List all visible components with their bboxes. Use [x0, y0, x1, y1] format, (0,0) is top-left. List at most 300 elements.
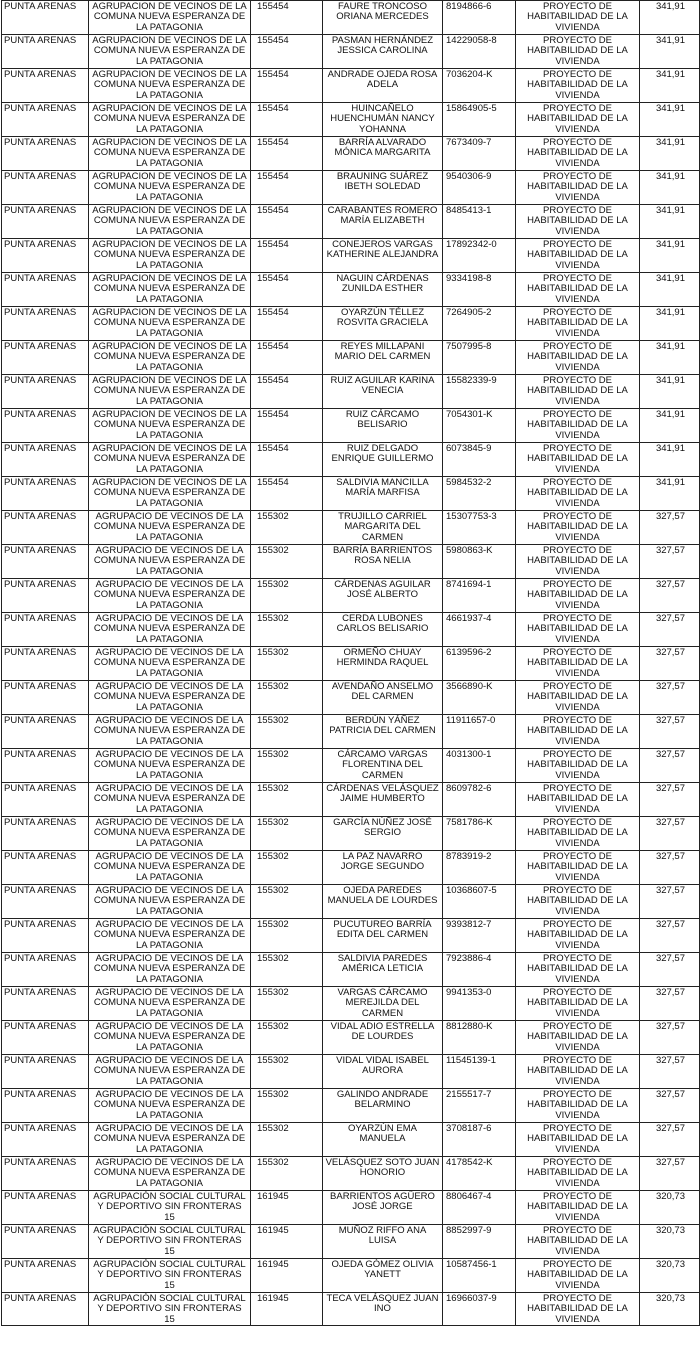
- amount-cell: 327,57: [640, 1055, 700, 1089]
- commune-cell: PUNTA ARENAS: [2, 919, 89, 953]
- code-cell: 155454: [251, 375, 323, 409]
- rut-cell: 15864905-5: [443, 103, 516, 137]
- commune-cell: PUNTA ARENAS: [2, 69, 89, 103]
- beneficiary-name-cell: MUÑOZ RIFFO ANA LUISA: [323, 1225, 443, 1259]
- amount-cell: 341,91: [640, 477, 700, 511]
- organization-cell: AGRUPACIO DE VECINOS DE LA COMUNA NUEVA ESPERANZA DE LA PATAGONIA: [89, 749, 251, 783]
- project-cell: PROYECTO DE HABITABILIDAD DE LA VIVIENDA: [516, 1259, 640, 1293]
- amount-cell: 341,91: [640, 375, 700, 409]
- commune-cell: PUNTA ARENAS: [2, 715, 89, 749]
- organization-cell: AGRUPACIO DE VECINOS DE LA COMUNA NUEVA ESPERANZA DE LA PATAGONIA: [89, 579, 251, 613]
- project-cell: PROYECTO DE HABITABILIDAD DE LA VIVIENDA: [516, 307, 640, 341]
- table-row: [2, 1293, 700, 1326]
- commune-cell: PUNTA ARENAS: [2, 239, 89, 273]
- organization-cell: AGRUPACION DE VECINOS DE LA COMUNA NUEVA ESPERANZA DE LA PATAGONIA: [89, 171, 251, 205]
- beneficiary-name-cell: ORMEÑO CHUAY HERMINDA RAQUEL: [323, 647, 443, 681]
- table-row: [2, 715, 700, 749]
- rut-cell: 8485413-1: [443, 205, 516, 239]
- amount-cell: 320,73: [640, 1191, 700, 1225]
- rut-cell: 8783919-2: [443, 851, 516, 885]
- beneficiary-name-cell: LA PAZ NAVARRO JORGE SEGUNDO: [323, 851, 443, 885]
- table-row: [2, 103, 700, 137]
- table-row: [2, 375, 700, 409]
- rut-cell: 8194866-6: [443, 1, 516, 35]
- commune-cell: PUNTA ARENAS: [2, 511, 89, 545]
- commune-cell: PUNTA ARENAS: [2, 341, 89, 375]
- organization-cell: AGRUPACION DE VECINOS DE LA COMUNA NUEVA ESPERANZA DE LA PATAGONIA: [89, 443, 251, 477]
- code-cell: 155454: [251, 69, 323, 103]
- project-cell: PROYECTO DE HABITABILIDAD DE LA VIVIENDA: [516, 749, 640, 783]
- code-cell: 155302: [251, 919, 323, 953]
- table-row: [2, 817, 700, 851]
- rut-cell: 7054301-K: [443, 409, 516, 443]
- project-cell: PROYECTO DE HABITABILIDAD DE LA VIVIENDA: [516, 1, 640, 35]
- project-cell: PROYECTO DE HABITABILIDAD DE LA VIVIENDA: [516, 1055, 640, 1089]
- rut-cell: 5984532-2: [443, 477, 516, 511]
- commune-cell: PUNTA ARENAS: [2, 307, 89, 341]
- beneficiary-name-cell: RUIZ CÁRCAMO BELISARIO: [323, 409, 443, 443]
- rut-cell: 6139596-2: [443, 647, 516, 681]
- commune-cell: PUNTA ARENAS: [2, 35, 89, 69]
- rut-cell: 7581786-K: [443, 817, 516, 851]
- beneficiary-name-cell: SALDIVIA PAREDES AMÉRICA LETICIA: [323, 953, 443, 987]
- amount-cell: 341,91: [640, 443, 700, 477]
- organization-cell: AGRUPACION DE VECINOS DE LA COMUNA NUEVA ESPERANZA DE LA PATAGONIA: [89, 205, 251, 239]
- rut-cell: 11911657-0: [443, 715, 516, 749]
- organization-cell: AGRUPACIO DE VECINOS DE LA COMUNA NUEVA ESPERANZA DE LA PATAGONIA: [89, 1123, 251, 1157]
- rut-cell: 9941353-0: [443, 987, 516, 1021]
- organization-cell: AGRUPACION DE VECINOS DE LA COMUNA NUEVA ESPERANZA DE LA PATAGONIA: [89, 375, 251, 409]
- rut-cell: 10587456-1: [443, 1259, 516, 1293]
- commune-cell: PUNTA ARENAS: [2, 1293, 89, 1326]
- commune-cell: PUNTA ARENAS: [2, 545, 89, 579]
- code-cell: 155454: [251, 477, 323, 511]
- organization-cell: AGRUPACION DE VECINOS DE LA COMUNA NUEVA ESPERANZA DE LA PATAGONIA: [89, 1, 251, 35]
- project-cell: PROYECTO DE HABITABILIDAD DE LA VIVIENDA: [516, 1123, 640, 1157]
- code-cell: 155302: [251, 647, 323, 681]
- organization-cell: AGRUPACIO DE VECINOS DE LA COMUNA NUEVA ESPERANZA DE LA PATAGONIA: [89, 681, 251, 715]
- code-cell: 155454: [251, 205, 323, 239]
- rut-cell: 4661937-4: [443, 613, 516, 647]
- commune-cell: PUNTA ARENAS: [2, 1157, 89, 1191]
- amount-cell: 320,73: [640, 1225, 700, 1259]
- amount-cell: 327,57: [640, 1021, 700, 1055]
- project-cell: PROYECTO DE HABITABILIDAD DE LA VIVIENDA: [516, 1293, 640, 1326]
- table-row: [2, 239, 700, 273]
- organization-cell: AGRUPACIO DE VECINOS DE LA COMUNA NUEVA ESPERANZA DE LA PATAGONIA: [89, 647, 251, 681]
- table-row: [2, 1157, 700, 1191]
- rut-cell: 7673409-7: [443, 137, 516, 171]
- rut-cell: 3708187-6: [443, 1123, 516, 1157]
- commune-cell: PUNTA ARENAS: [2, 1089, 89, 1123]
- amount-cell: 327,57: [640, 715, 700, 749]
- beneficiary-name-cell: TECA VELÁSQUEZ JUAN INO: [323, 1293, 443, 1326]
- beneficiary-name-cell: VIDAL VIDAL ISABEL AURORA: [323, 1055, 443, 1089]
- project-cell: PROYECTO DE HABITABILIDAD DE LA VIVIENDA: [516, 239, 640, 273]
- code-cell: 155302: [251, 851, 323, 885]
- rut-cell: 7036204-K: [443, 69, 516, 103]
- beneficiary-name-cell: PUCUTUREO BARRÍA EDITA DEL CARMEN: [323, 919, 443, 953]
- project-cell: PROYECTO DE HABITABILIDAD DE LA VIVIENDA: [516, 817, 640, 851]
- project-cell: PROYECTO DE HABITABILIDAD DE LA VIVIENDA: [516, 477, 640, 511]
- commune-cell: PUNTA ARENAS: [2, 409, 89, 443]
- amount-cell: 327,57: [640, 919, 700, 953]
- beneficiary-name-cell: BRAUNING SUÁREZ IBETH SOLEDAD: [323, 171, 443, 205]
- organization-cell: AGRUPACIO DE VECINOS DE LA COMUNA NUEVA ESPERANZA DE LA PATAGONIA: [89, 545, 251, 579]
- project-cell: PROYECTO DE HABITABILIDAD DE LA VIVIENDA: [516, 511, 640, 545]
- project-cell: PROYECTO DE HABITABILIDAD DE LA VIVIENDA: [516, 885, 640, 919]
- beneficiary-name-cell: SALDIVIA MANCILLA MARÍA MARFISA: [323, 477, 443, 511]
- rut-cell: 9540306-9: [443, 171, 516, 205]
- rut-cell: 6073845-9: [443, 443, 516, 477]
- project-cell: PROYECTO DE HABITABILIDAD DE LA VIVIENDA: [516, 919, 640, 953]
- amount-cell: 341,91: [640, 137, 700, 171]
- project-cell: PROYECTO DE HABITABILIDAD DE LA VIVIENDA: [516, 103, 640, 137]
- code-cell: 155454: [251, 239, 323, 273]
- table-row: [2, 885, 700, 919]
- rut-cell: 3566890-K: [443, 681, 516, 715]
- amount-cell: 341,91: [640, 1, 700, 35]
- project-cell: PROYECTO DE HABITABILIDAD DE LA VIVIENDA: [516, 409, 640, 443]
- commune-cell: PUNTA ARENAS: [2, 1225, 89, 1259]
- table-row: [2, 647, 700, 681]
- project-cell: PROYECTO DE HABITABILIDAD DE LA VIVIENDA: [516, 341, 640, 375]
- organization-cell: AGRUPACIÓN SOCIAL CULTURAL Y DEPORTIVO SIN FRONTERAS 15: [89, 1225, 251, 1259]
- rut-cell: 8812880-K: [443, 1021, 516, 1055]
- beneficiary-name-cell: CERDA LUBONES CARLOS BELISARIO: [323, 613, 443, 647]
- beneficiary-name-cell: RUIZ DELGADO ENRIQUE GUILLERMO: [323, 443, 443, 477]
- code-cell: 161945: [251, 1225, 323, 1259]
- organization-cell: AGRUPACIO DE VECINOS DE LA COMUNA NUEVA ESPERANZA DE LA PATAGONIA: [89, 783, 251, 817]
- beneficiary-name-cell: OYARZÚN TÉLLEZ ROSVITA GRACIELA: [323, 307, 443, 341]
- project-cell: PROYECTO DE HABITABILIDAD DE LA VIVIENDA: [516, 1021, 640, 1055]
- project-cell: PROYECTO DE HABITABILIDAD DE LA VIVIENDA: [516, 1157, 640, 1191]
- table-row: [2, 613, 700, 647]
- commune-cell: PUNTA ARENAS: [2, 1, 89, 35]
- amount-cell: 320,73: [640, 1259, 700, 1293]
- beneficiary-name-cell: PASMAN HERNÁNDEZ JESSICA CAROLINA: [323, 35, 443, 69]
- organization-cell: AGRUPACIO DE VECINOS DE LA COMUNA NUEVA ESPERANZA DE LA PATAGONIA: [89, 715, 251, 749]
- table-row: [2, 443, 700, 477]
- code-cell: 155302: [251, 545, 323, 579]
- rut-cell: 2155517-7: [443, 1089, 516, 1123]
- code-cell: 155302: [251, 987, 323, 1021]
- amount-cell: 341,91: [640, 69, 700, 103]
- amount-cell: 327,57: [640, 885, 700, 919]
- amount-cell: 320,73: [640, 1293, 700, 1326]
- table-row: [2, 511, 700, 545]
- rut-cell: 11545139-1: [443, 1055, 516, 1089]
- organization-cell: AGRUPACIO DE VECINOS DE LA COMUNA NUEVA ESPERANZA DE LA PATAGONIA: [89, 613, 251, 647]
- table-row: [2, 1225, 700, 1259]
- beneficiary-name-cell: VELÁSQUEZ SOTO JUAN HONORIO: [323, 1157, 443, 1191]
- table-row: [2, 1123, 700, 1157]
- beneficiary-name-cell: NAGUIN CÁRDENAS ZUNILDA ESTHER: [323, 273, 443, 307]
- organization-cell: AGRUPACION DE VECINOS DE LA COMUNA NUEVA ESPERANZA DE LA PATAGONIA: [89, 341, 251, 375]
- commune-cell: PUNTA ARENAS: [2, 749, 89, 783]
- code-cell: 155302: [251, 715, 323, 749]
- code-cell: 155454: [251, 307, 323, 341]
- table-row: [2, 1259, 700, 1293]
- organization-cell: AGRUPACIO DE VECINOS DE LA COMUNA NUEVA ESPERANZA DE LA PATAGONIA: [89, 919, 251, 953]
- code-cell: 155302: [251, 817, 323, 851]
- amount-cell: 327,57: [640, 511, 700, 545]
- beneficiary-name-cell: CARABANTES ROMERO MARÍA ELIZABETH: [323, 205, 443, 239]
- commune-cell: PUNTA ARENAS: [2, 103, 89, 137]
- rut-cell: 8852997-9: [443, 1225, 516, 1259]
- beneficiary-name-cell: OJEDA PAREDES MANUELA DE LOURDES: [323, 885, 443, 919]
- code-cell: 161945: [251, 1293, 323, 1326]
- organization-cell: AGRUPACIO DE VECINOS DE LA COMUNA NUEVA ESPERANZA DE LA PATAGONIA: [89, 1055, 251, 1089]
- rut-cell: 4031300-1: [443, 749, 516, 783]
- beneficiary-name-cell: GARCÍA NÚÑEZ JOSÉ SERGIO: [323, 817, 443, 851]
- commune-cell: PUNTA ARENAS: [2, 953, 89, 987]
- rut-cell: 4178542-K: [443, 1157, 516, 1191]
- code-cell: 155454: [251, 443, 323, 477]
- code-cell: 155302: [251, 1021, 323, 1055]
- commune-cell: PUNTA ARENAS: [2, 477, 89, 511]
- table-row: [2, 1089, 700, 1123]
- commune-cell: PUNTA ARENAS: [2, 1021, 89, 1055]
- amount-cell: 341,91: [640, 239, 700, 273]
- commune-cell: PUNTA ARENAS: [2, 613, 89, 647]
- amount-cell: 327,57: [640, 613, 700, 647]
- amount-cell: 327,57: [640, 749, 700, 783]
- table-row: [2, 137, 700, 171]
- table-row: [2, 783, 700, 817]
- organization-cell: AGRUPACIO DE VECINOS DE LA COMUNA NUEVA ESPERANZA DE LA PATAGONIA: [89, 987, 251, 1021]
- rut-cell: 15307753-3: [443, 511, 516, 545]
- table-row: [2, 1021, 700, 1055]
- code-cell: 155454: [251, 341, 323, 375]
- rut-cell: 7264905-2: [443, 307, 516, 341]
- commune-cell: PUNTA ARENAS: [2, 137, 89, 171]
- commune-cell: PUNTA ARENAS: [2, 375, 89, 409]
- code-cell: 161945: [251, 1191, 323, 1225]
- code-cell: 155454: [251, 273, 323, 307]
- table-row: [2, 749, 700, 783]
- commune-cell: PUNTA ARENAS: [2, 171, 89, 205]
- code-cell: 161945: [251, 1259, 323, 1293]
- organization-cell: AGRUPACIO DE VECINOS DE LA COMUNA NUEVA ESPERANZA DE LA PATAGONIA: [89, 1157, 251, 1191]
- rut-cell: 7923886-4: [443, 953, 516, 987]
- code-cell: 155302: [251, 1123, 323, 1157]
- organization-cell: AGRUPACIO DE VECINOS DE LA COMUNA NUEVA ESPERANZA DE LA PATAGONIA: [89, 953, 251, 987]
- beneficiary-name-cell: ANDRADE OJEDA ROSA ADELA: [323, 69, 443, 103]
- table-row: [2, 851, 700, 885]
- project-cell: PROYECTO DE HABITABILIDAD DE LA VIVIENDA: [516, 375, 640, 409]
- commune-cell: PUNTA ARENAS: [2, 205, 89, 239]
- commune-cell: PUNTA ARENAS: [2, 817, 89, 851]
- project-cell: PROYECTO DE HABITABILIDAD DE LA VIVIENDA: [516, 273, 640, 307]
- rut-cell: 5980863-K: [443, 545, 516, 579]
- project-cell: PROYECTO DE HABITABILIDAD DE LA VIVIENDA: [516, 715, 640, 749]
- organization-cell: AGRUPACION DE VECINOS DE LA COMUNA NUEVA ESPERANZA DE LA PATAGONIA: [89, 477, 251, 511]
- table-row: [2, 273, 700, 307]
- beneficiary-name-cell: REYES MILLAPANI MARIO DEL CARMEN: [323, 341, 443, 375]
- commune-cell: PUNTA ARENAS: [2, 579, 89, 613]
- code-cell: 155302: [251, 885, 323, 919]
- organization-cell: AGRUPACIO DE VECINOS DE LA COMUNA NUEVA ESPERANZA DE LA PATAGONIA: [89, 511, 251, 545]
- organization-cell: AGRUPACIÓN SOCIAL CULTURAL Y DEPORTIVO SIN FRONTERAS 15: [89, 1293, 251, 1326]
- beneficiary-name-cell: BARRIENTOS AGÜERO JOSÉ JORGE: [323, 1191, 443, 1225]
- organization-cell: AGRUPACIO DE VECINOS DE LA COMUNA NUEVA ESPERANZA DE LA PATAGONIA: [89, 1021, 251, 1055]
- organization-cell: AGRUPACION DE VECINOS DE LA COMUNA NUEVA ESPERANZA DE LA PATAGONIA: [89, 307, 251, 341]
- amount-cell: 327,57: [640, 647, 700, 681]
- organization-cell: AGRUPACIO DE VECINOS DE LA COMUNA NUEVA ESPERANZA DE LA PATAGONIA: [89, 817, 251, 851]
- organization-cell: AGRUPACION DE VECINOS DE LA COMUNA NUEVA ESPERANZA DE LA PATAGONIA: [89, 273, 251, 307]
- code-cell: 155454: [251, 103, 323, 137]
- organization-cell: AGRUPACIO DE VECINOS DE LA COMUNA NUEVA ESPERANZA DE LA PATAGONIA: [89, 1089, 251, 1123]
- beneficiary-name-cell: CÁRDENAS AGUILAR JOSÉ ALBERTO: [323, 579, 443, 613]
- organization-cell: AGRUPACION DE VECINOS DE LA COMUNA NUEVA ESPERANZA DE LA PATAGONIA: [89, 409, 251, 443]
- beneficiary-name-cell: CONEJEROS VARGAS KATHERINE ALEJANDRA: [323, 239, 443, 273]
- code-cell: 155302: [251, 783, 323, 817]
- table-row: [2, 205, 700, 239]
- commune-cell: PUNTA ARENAS: [2, 1055, 89, 1089]
- commune-cell: PUNTA ARENAS: [2, 1191, 89, 1225]
- beneficiary-name-cell: VIDAL ADIO ESTRELLA DE LOURDES: [323, 1021, 443, 1055]
- commune-cell: PUNTA ARENAS: [2, 987, 89, 1021]
- beneficiaries-table: [1, 0, 700, 1326]
- rut-cell: 10368607-5: [443, 885, 516, 919]
- beneficiary-name-cell: AVENDAÑO ANSELMO DEL CARMEN: [323, 681, 443, 715]
- code-cell: 155302: [251, 1055, 323, 1089]
- amount-cell: 341,91: [640, 171, 700, 205]
- project-cell: PROYECTO DE HABITABILIDAD DE LA VIVIENDA: [516, 681, 640, 715]
- beneficiary-name-cell: VARGAS CÁRCAMO MEREJILDA DEL CARMEN: [323, 987, 443, 1021]
- organization-cell: AGRUPACIO DE VECINOS DE LA COMUNA NUEVA ESPERANZA DE LA PATAGONIA: [89, 851, 251, 885]
- organization-cell: AGRUPACION DE VECINOS DE LA COMUNA NUEVA ESPERANZA DE LA PATAGONIA: [89, 137, 251, 171]
- code-cell: 155454: [251, 35, 323, 69]
- amount-cell: 327,57: [640, 953, 700, 987]
- beneficiary-name-cell: HUINCAÑELO HUENCHUMÁN NANCY YOHANNA: [323, 103, 443, 137]
- beneficiary-name-cell: FAURE TRONCOSO ORIANA MERCEDES: [323, 1, 443, 35]
- project-cell: PROYECTO DE HABITABILIDAD DE LA VIVIENDA: [516, 953, 640, 987]
- code-cell: 155302: [251, 1089, 323, 1123]
- amount-cell: 341,91: [640, 409, 700, 443]
- code-cell: 155302: [251, 613, 323, 647]
- table-row: [2, 69, 700, 103]
- code-cell: 155302: [251, 681, 323, 715]
- table-row: [2, 987, 700, 1021]
- beneficiary-name-cell: CÁRDENAS VELÁSQUEZ JAIME HUMBERTO: [323, 783, 443, 817]
- code-cell: 155302: [251, 511, 323, 545]
- rut-cell: 9334198-8: [443, 273, 516, 307]
- beneficiary-name-cell: TRUJILLO CARRIEL MARGARITA DEL CARMEN: [323, 511, 443, 545]
- rut-cell: 14229058-8: [443, 35, 516, 69]
- project-cell: PROYECTO DE HABITABILIDAD DE LA VIVIENDA: [516, 783, 640, 817]
- organization-cell: AGRUPACION DE VECINOS DE LA COMUNA NUEVA ESPERANZA DE LA PATAGONIA: [89, 239, 251, 273]
- amount-cell: 327,57: [640, 1123, 700, 1157]
- table-row: [2, 477, 700, 511]
- project-cell: PROYECTO DE HABITABILIDAD DE LA VIVIENDA: [516, 1089, 640, 1123]
- table-row: [2, 953, 700, 987]
- amount-cell: 341,91: [640, 205, 700, 239]
- beneficiary-name-cell: OYARZÚN EMA MANUELA: [323, 1123, 443, 1157]
- amount-cell: 341,91: [640, 307, 700, 341]
- table-row: [2, 1191, 700, 1225]
- amount-cell: 341,91: [640, 103, 700, 137]
- amount-cell: 327,57: [640, 817, 700, 851]
- commune-cell: PUNTA ARENAS: [2, 647, 89, 681]
- project-cell: PROYECTO DE HABITABILIDAD DE LA VIVIENDA: [516, 137, 640, 171]
- rut-cell: 8806467-4: [443, 1191, 516, 1225]
- code-cell: 155454: [251, 1, 323, 35]
- project-cell: PROYECTO DE HABITABILIDAD DE LA VIVIENDA: [516, 647, 640, 681]
- project-cell: PROYECTO DE HABITABILIDAD DE LA VIVIENDA: [516, 1225, 640, 1259]
- amount-cell: 327,57: [640, 681, 700, 715]
- rut-cell: 9393812-7: [443, 919, 516, 953]
- code-cell: 155454: [251, 171, 323, 205]
- organization-cell: AGRUPACIÓN SOCIAL CULTURAL Y DEPORTIVO SIN FRONTERAS 15: [89, 1259, 251, 1293]
- table-row: [2, 545, 700, 579]
- project-cell: PROYECTO DE HABITABILIDAD DE LA VIVIENDA: [516, 1191, 640, 1225]
- project-cell: PROYECTO DE HABITABILIDAD DE LA VIVIENDA: [516, 987, 640, 1021]
- commune-cell: PUNTA ARENAS: [2, 273, 89, 307]
- project-cell: PROYECTO DE HABITABILIDAD DE LA VIVIENDA: [516, 443, 640, 477]
- project-cell: PROYECTO DE HABITABILIDAD DE LA VIVIENDA: [516, 35, 640, 69]
- beneficiary-name-cell: RUIZ AGUILAR KARINA VENECIA: [323, 375, 443, 409]
- project-cell: PROYECTO DE HABITABILIDAD DE LA VIVIENDA: [516, 579, 640, 613]
- rut-cell: 8609782-6: [443, 783, 516, 817]
- commune-cell: PUNTA ARENAS: [2, 681, 89, 715]
- table-row: [2, 35, 700, 69]
- organization-cell: AGRUPACION DE VECINOS DE LA COMUNA NUEVA ESPERANZA DE LA PATAGONIA: [89, 103, 251, 137]
- amount-cell: 341,91: [640, 273, 700, 307]
- project-cell: PROYECTO DE HABITABILIDAD DE LA VIVIENDA: [516, 205, 640, 239]
- table-row: [2, 307, 700, 341]
- beneficiary-name-cell: BARRÍA BARRIENTOS ROSA NELIA: [323, 545, 443, 579]
- table-row: [2, 171, 700, 205]
- rut-cell: 16966037-9: [443, 1293, 516, 1326]
- commune-cell: PUNTA ARENAS: [2, 851, 89, 885]
- amount-cell: 327,57: [640, 1157, 700, 1191]
- organization-cell: AGRUPACION DE VECINOS DE LA COMUNA NUEVA ESPERANZA DE LA PATAGONIA: [89, 35, 251, 69]
- organization-cell: AGRUPACION DE VECINOS DE LA COMUNA NUEVA ESPERANZA DE LA PATAGONIA: [89, 69, 251, 103]
- project-cell: PROYECTO DE HABITABILIDAD DE LA VIVIENDA: [516, 171, 640, 205]
- code-cell: 155302: [251, 579, 323, 613]
- amount-cell: 327,57: [640, 783, 700, 817]
- project-cell: PROYECTO DE HABITABILIDAD DE LA VIVIENDA: [516, 613, 640, 647]
- amount-cell: 327,57: [640, 579, 700, 613]
- commune-cell: PUNTA ARENAS: [2, 783, 89, 817]
- code-cell: 155454: [251, 409, 323, 443]
- commune-cell: PUNTA ARENAS: [2, 1259, 89, 1293]
- beneficiary-name-cell: CÁRCAMO VARGAS FLORENTINA DEL CARMEN: [323, 749, 443, 783]
- table-row: [2, 341, 700, 375]
- commune-cell: PUNTA ARENAS: [2, 443, 89, 477]
- organization-cell: AGRUPACIÓN SOCIAL CULTURAL Y DEPORTIVO SIN FRONTERAS 15: [89, 1191, 251, 1225]
- beneficiary-name-cell: BERDÚN YÁÑEZ PATRICIA DEL CARMEN: [323, 715, 443, 749]
- amount-cell: 327,57: [640, 545, 700, 579]
- commune-cell: PUNTA ARENAS: [2, 885, 89, 919]
- table-row: [2, 1055, 700, 1089]
- code-cell: 155302: [251, 749, 323, 783]
- table-row: [2, 1, 700, 35]
- table-row: [2, 409, 700, 443]
- amount-cell: 327,57: [640, 987, 700, 1021]
- table-row: [2, 579, 700, 613]
- code-cell: 155454: [251, 137, 323, 171]
- amount-cell: 341,91: [640, 35, 700, 69]
- project-cell: PROYECTO DE HABITABILIDAD DE LA VIVIENDA: [516, 69, 640, 103]
- project-cell: PROYECTO DE HABITABILIDAD DE LA VIVIENDA: [516, 545, 640, 579]
- table-row: [2, 919, 700, 953]
- table-row: [2, 681, 700, 715]
- rut-cell: 15582339-9: [443, 375, 516, 409]
- code-cell: 155302: [251, 1157, 323, 1191]
